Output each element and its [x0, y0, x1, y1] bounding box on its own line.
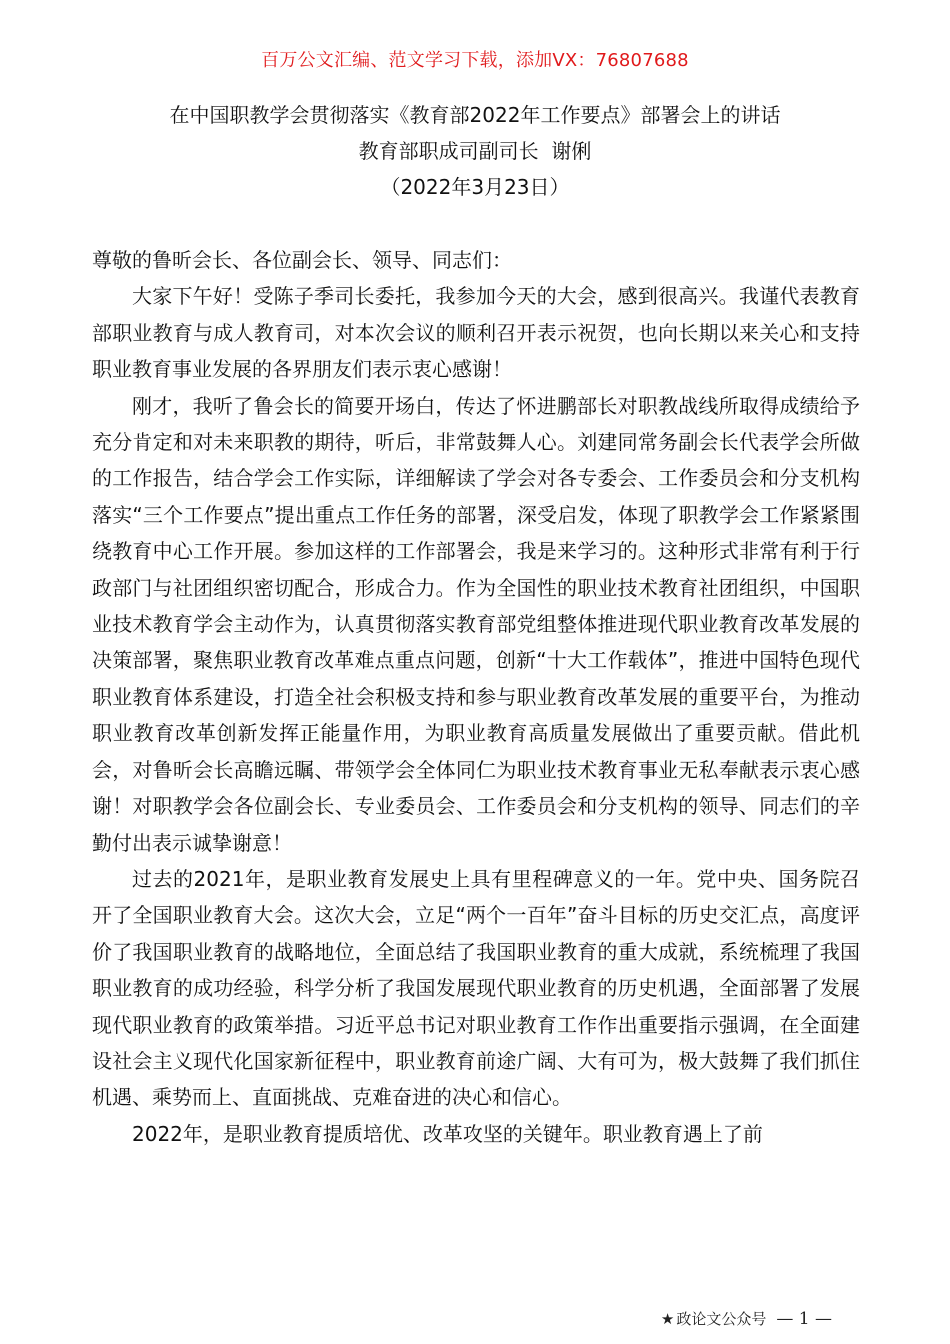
star-icon: ★: [660, 1310, 675, 1328]
paragraph-3: 过去的2021年，是职业教育发展史上具有里程碑意义的一年。党中央、国务院召开了全国职业教育大会。这次大会，立足“两个一百年”奋斗目标的历史交汇点，高度评价了我国职业教育的战略地位，全面总结了我国职业教育的重大成就，系统梳理了我国职业教育的成功经验，科学分析了我国发展现代职业教育的历史机遇，全面部署了发展现代职业教育的政策举措。习近平总书记对职业教育工作作出重要指示强调，在全面建设社会主义现代化国家新征程中，职业教育前途广阔、大有可为，极大鼓舞了我们抓住机遇、乘势而上、直面挑战、克难奋进的决心和信心。: [92, 866, 860, 1110]
paragraph-2: 刚才，我听了鲁会长的简要开场白，传达了怀进鹏部长对职教战线所取得成绩给予充分肯定和对未来职教的期待，听后，非常鼓舞人心。刘建同常务副会长代表学会所做的工作报告，结合学会工作实际，详细解读了学会对各专委会、工作委员会和分支机构落实“三个工作要点”提出重点工作任务的部署，深受启发，体现了职教学会工作紧紧围绕教育中心工作开展。参加这样的工作部署会，我是来学习的。这种形式非常有利于行政部门与社团组织密切配合，形成合力。作为全国性的职业技术教育社团组织，中国职业技术教育学会主动作为，认真贯彻落实教育部党组整体推进现代职业教育改革发展的决策部署，聚焦职业教育改革难点重点问题，创新“十大工作载体”，推进中国特色现代职业教育体系建设，打造全社会积极支持和参与职业教育改革发展的重要平台，为推动职业教育改革创新发挥正能量作用，为职业教育高质量发展做出了重要贡献。借此机会，对鲁昕会长高瞻远瞩、带领学会全体同仁为职业技术教育事业无私奉献表示衷心感谢！对职教学会各位副会长、专业委员会、工作委员会和分支机构的领导、同志们的辛勤付出表示诚挚谢意！: [92, 393, 860, 855]
paragraph-1: 大家下午好！受陈子季司长委托，我参加今天的大会，感到很高兴。我谨代表教育部职业教育与成人教育司，对本次会议的顺利召开表示祝贺，也向长期以来关心和支持职业教育事业发展的各界朋友们表示衷心感谢！: [92, 284, 860, 382]
paragraph-4: 2022年，是职业教育提质培优、改革攻坚的关键年。职业教育遇上了前: [132, 1121, 763, 1146]
speech-title: 在中国职教学会贯彻落实《教育部2022年工作要点》部署会上的讲话: [169, 103, 781, 127]
speech-body: [92, 242, 860, 1152]
page-footer: [661, 1308, 832, 1329]
promo-header: 百万公文汇编、范文学习下载，添加VX：76807688: [261, 50, 689, 71]
speaker-line: 教育部职成司副司长 谢俐: [358, 139, 592, 163]
footer-source: 政论文公众号: [676, 1310, 767, 1328]
speech-date: （2022年3月23日）: [380, 175, 570, 199]
salutation: 尊敬的鲁昕会长、各位副会长、领导、同志们：: [92, 248, 512, 272]
title-block: [0, 97, 950, 205]
page-number: — 1 —: [776, 1309, 832, 1329]
